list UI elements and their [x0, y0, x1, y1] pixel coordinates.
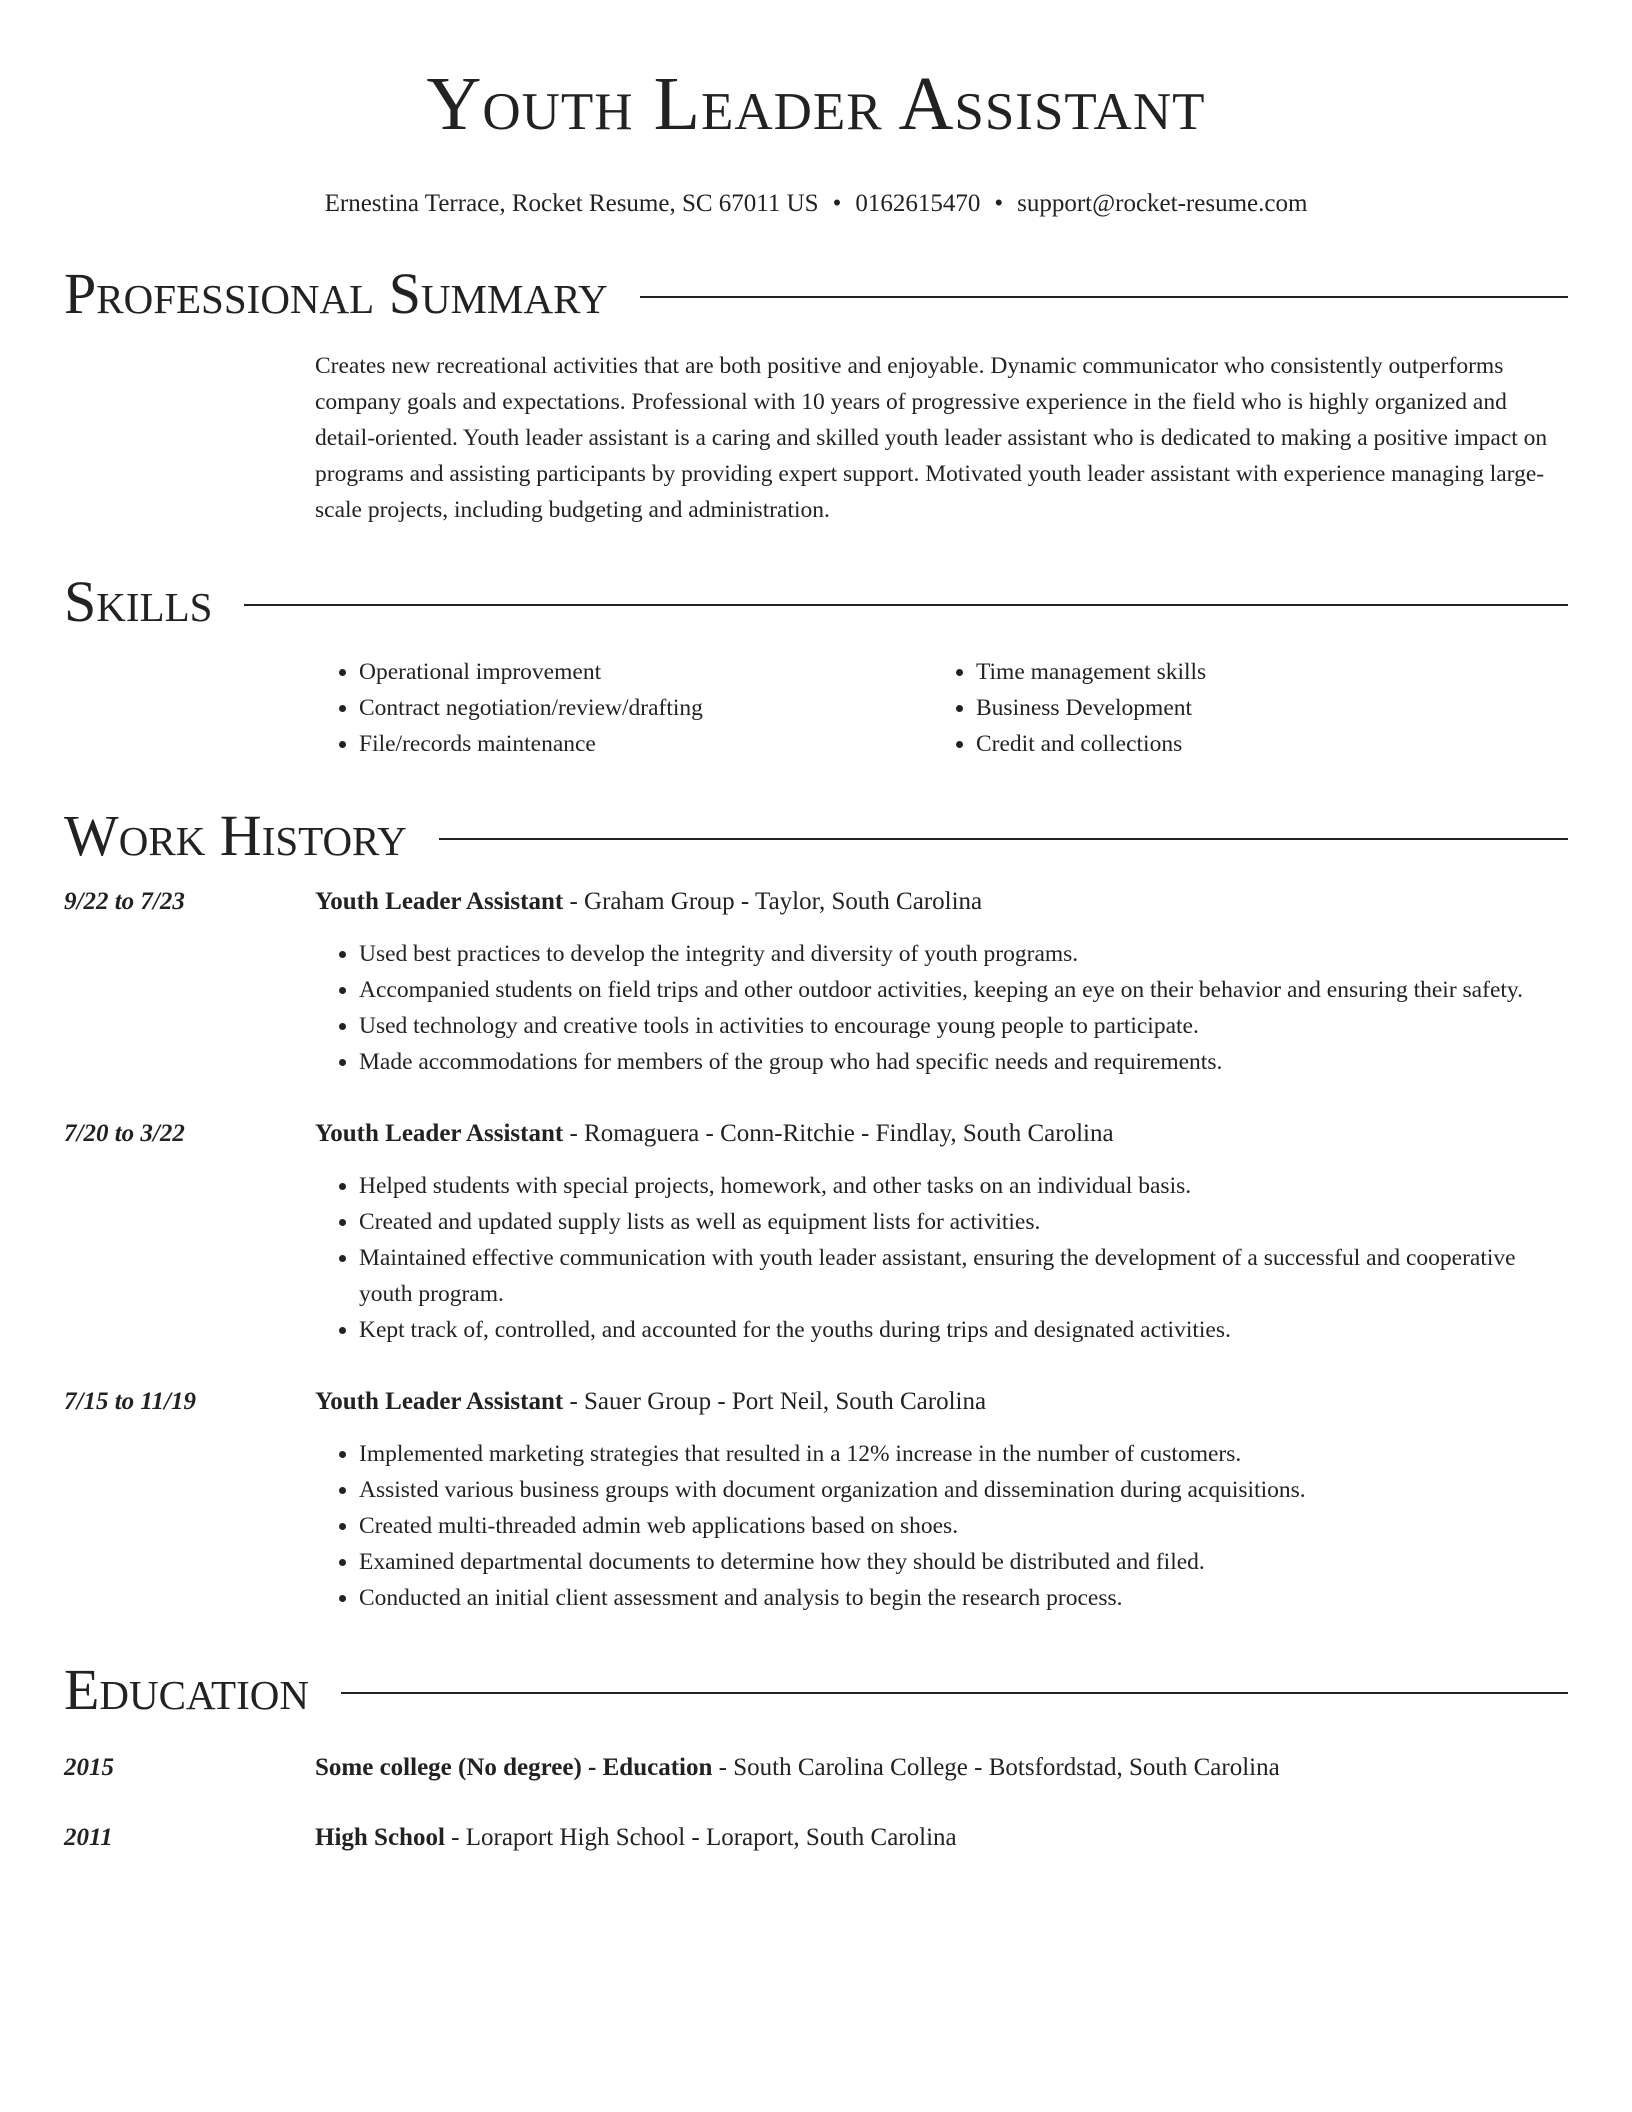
job-bullets: [315, 1168, 1568, 1348]
work-section-header: [64, 804, 1568, 868]
job-entry: [64, 1114, 1568, 1348]
section-divider: [341, 1692, 1568, 1694]
job-bullet: • Created multi-threaded admin web applications based on shoes.: [359, 1508, 1568, 1544]
job-dates: 9/22 to 7/23: [64, 888, 185, 915]
job-dates: 7/20 to 3/22: [64, 1120, 185, 1147]
skills-list: [315, 654, 1568, 762]
skill-item: • Operational improvement: [359, 654, 932, 690]
job-body: [315, 1114, 1568, 1348]
job-body: [315, 1382, 1568, 1616]
education-body: [315, 1748, 1280, 1788]
job-employer: - Romaguera - Conn-Ritchie - Findlay, South Carolina: [563, 1120, 1114, 1147]
job-employer: - Sauer Group - Port Neil, South Carolina: [563, 1388, 987, 1415]
contact-separator: •: [994, 190, 1004, 217]
job-bullet: • Used technology and creative tools in activities to encourage young people to participate.: [359, 1008, 1568, 1044]
job-title-line: [315, 882, 1568, 922]
skills-section-header: [64, 570, 1568, 634]
education-body: [315, 1818, 957, 1858]
job-bullet: • Made accommodations for members of the group who had specific needs and requirements.: [359, 1044, 1568, 1080]
job-entry: [64, 1382, 1568, 1616]
job-title-line: [315, 1114, 1568, 1154]
job-title: Youth Leader Assistant: [315, 888, 564, 915]
job-bullet: • Implemented marketing strategies that resulted in a 12% increase in the number of customers.: [359, 1436, 1568, 1472]
skill-item: • Business Development: [976, 690, 1549, 726]
skill-item: • File/records maintenance: [359, 726, 932, 762]
job-body: [315, 882, 1568, 1080]
job-bullet: • Kept track of, controlled, and accounted for the youths during trips and designated activities.: [359, 1312, 1568, 1348]
job-bullet: • Used best practices to develop the integrity and diversity of youth programs.: [359, 936, 1568, 972]
job-bullet: • Accompanied students on field trips and other outdoor activities, keeping an eye on their behavior and ensuring their safety.: [359, 972, 1568, 1008]
education-school: - Loraport High School - Loraport, South Carolina: [444, 1824, 957, 1851]
job-bullet: • Created and updated supply lists as well as equipment lists for activities.: [359, 1204, 1568, 1240]
education-year: 2015: [64, 1754, 114, 1781]
education-heading: Education: [64, 1657, 309, 1722]
job-bullets: [315, 1436, 1568, 1616]
skills-column-right: [932, 654, 1549, 762]
job-bullets: [315, 936, 1568, 1080]
contact-phone: 0162615470: [855, 190, 981, 217]
education-entry: [64, 1818, 1568, 1858]
job-bullet: • Conducted an initial client assessment and analysis to begin the research process.: [359, 1580, 1568, 1616]
contact-line: [64, 188, 1568, 220]
education-degree: Some college (No degree) - Education: [315, 1754, 713, 1781]
job-employer: - Graham Group - Taylor, South Carolina: [563, 888, 983, 915]
skill-item: • Time management skills: [976, 654, 1549, 690]
skills-column-left: [315, 654, 932, 762]
education-entry: [64, 1748, 1568, 1788]
work-heading: Work History: [64, 803, 407, 868]
education-school: - South Carolina College - Botsfordstad, South Carolina: [712, 1754, 1280, 1781]
job-title: Youth Leader Assistant: [315, 1388, 564, 1415]
skills-heading: Skills: [64, 569, 213, 634]
job-dates: 7/15 to 11/19: [64, 1388, 196, 1415]
summary-heading: Professional Summary: [64, 261, 608, 326]
job-title-line: [315, 1382, 1568, 1422]
resume-name: Youth Leader Assistant: [426, 62, 1206, 146]
education-section-header: [64, 1658, 1568, 1722]
contact-separator: •: [832, 190, 842, 217]
contact-email: support@rocket-resume.com: [1017, 190, 1308, 217]
summary-text: Creates new recreational activities that are both positive and enjoyable. Dynamic communicator who consistently outperforms company goals and expectations. Professional with 10 years of progressive experience in the field who is highly organized and detail-oriented. Youth leader assistant is a caring and skilled youth leader assistant who is dedicated to making a positive impact on programs and assisting participants by providing expert support. Motivated youth leader assistant with experience managing large-scale projects, including budgeting and administration.: [315, 353, 1548, 523]
job-entry: [64, 882, 1568, 1080]
job-bullet: • Helped students with special projects, homework, and other tasks on an individual basis.: [359, 1168, 1568, 1204]
job-bullet: • Examined departmental documents to determine how they should be distributed and filed.: [359, 1544, 1568, 1580]
skill-item: • Contract negotiation/review/drafting: [359, 690, 932, 726]
summary-section-header: [64, 262, 1568, 326]
section-divider: [439, 838, 1568, 840]
section-divider: [640, 296, 1568, 298]
education-year: 2011: [64, 1824, 113, 1851]
job-bullet: • Maintained effective communication with youth leader assistant, ensuring the development of a successful and cooperative youth program.: [359, 1240, 1568, 1312]
skill-item: • Credit and collections: [976, 726, 1549, 762]
section-divider: [244, 604, 1568, 606]
education-degree: High School: [315, 1824, 445, 1851]
contact-address: Ernestina Terrace, Rocket Resume, SC 67011 US: [324, 190, 819, 217]
job-bullet: • Assisted various business groups with document organization and dissemination during acquisitions.: [359, 1472, 1568, 1508]
job-title: Youth Leader Assistant: [315, 1120, 564, 1147]
